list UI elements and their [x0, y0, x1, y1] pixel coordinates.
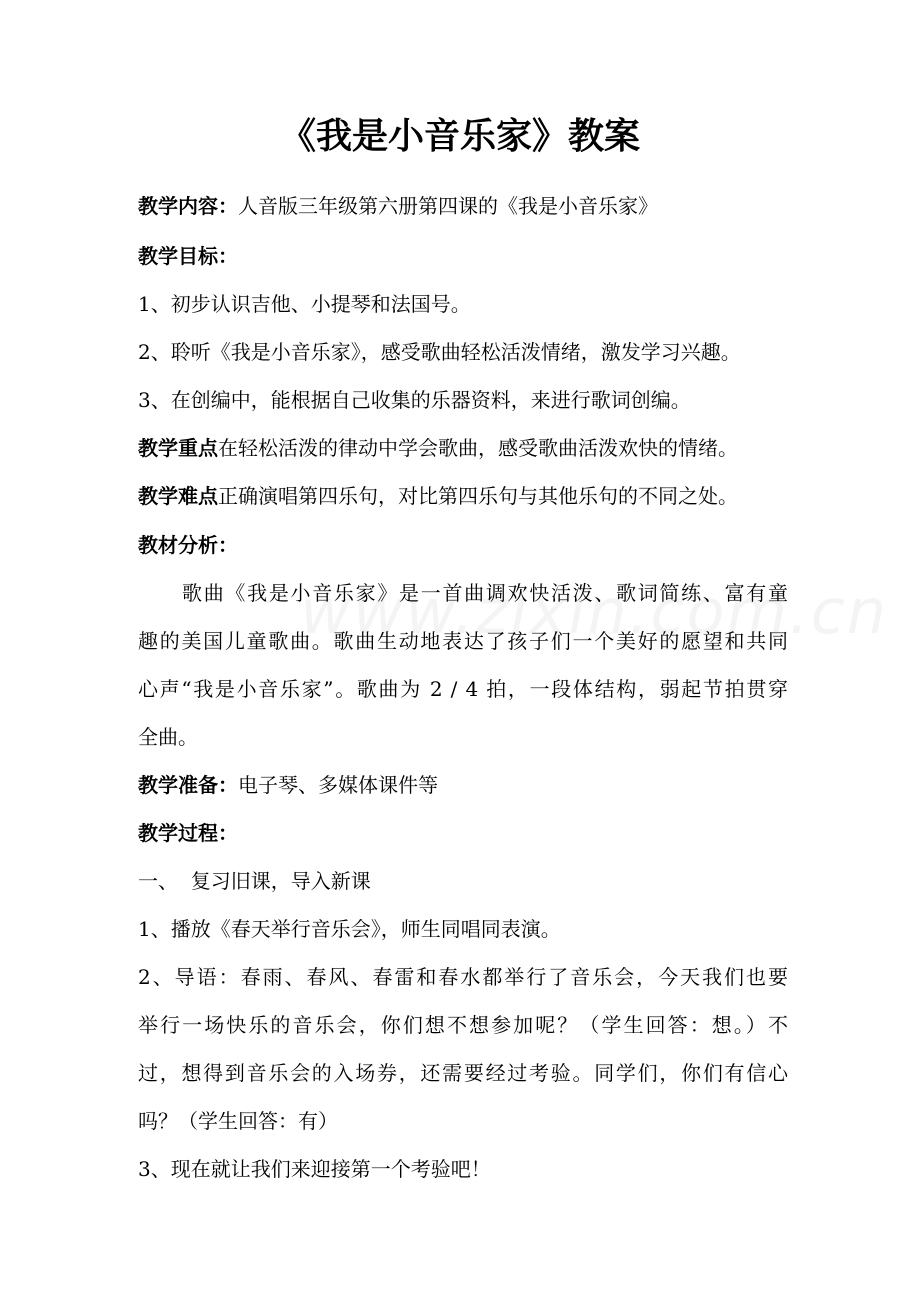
teaching-preparation [138, 771, 788, 799]
step-2-line-3: 过，想得到音乐会的入场券，还需要经过考验。同学们，你们有信心 [138, 1061, 788, 1085]
preparation-text: 电子琴、多媒体课件等 [238, 773, 438, 797]
analysis-line-2: 趣的美国儿童歌曲。歌曲生动地表达了孩子们一个美好的愿望和共同 [138, 629, 788, 653]
step-2-line-2: 举行一场快乐的音乐会，你们想不想参加呢？（学生回答：想。）不 [138, 1013, 788, 1037]
teaching-content [138, 192, 788, 220]
step-3: 3、现在就让我们来迎接第一个考验吧！ [138, 1157, 491, 1181]
document-title: 《我是小音乐家》教案 [279, 115, 640, 157]
material-analysis-label: 教材分析： [138, 533, 238, 557]
key-point-text: 在轻松活泼的律动中学会歌曲，感受歌曲活泼欢快的情绪。 [218, 436, 738, 460]
preparation-label: 教学准备： [138, 773, 238, 797]
teaching-difficulty [138, 482, 788, 510]
analysis-line-1: 歌曲《我是小音乐家》是一首曲调欢快活泼、歌词简练、富有童 [182, 581, 788, 605]
section-1-heading: 一、 复习旧课，导入新课 [138, 869, 371, 893]
step-1: 1、播放《春天举行音乐会》，师生同唱同表演。 [138, 917, 561, 941]
analysis-line-3: 心声“我是小音乐家”。歌曲为 2 / 4 拍，一段体结构，弱起节拍贯穿 [138, 677, 788, 701]
goal-2: 2、聆听《我是小音乐家》，感受歌曲轻松活泼情绪，激发学习兴趣。 [138, 340, 741, 364]
analysis-line-4: 全曲。 [138, 725, 198, 749]
goal-1: 1、初步认识吉他、小提琴和法国号。 [138, 292, 471, 316]
teaching-key-point [138, 434, 788, 462]
key-point-label: 教学重点 [138, 436, 218, 460]
step-2-line-4: 吗？（学生回答：有） [138, 1109, 338, 1133]
step-2-line-1: 2、导语：春雨、春风、春雷和春水都举行了音乐会，今天我们也要 [138, 965, 788, 989]
teaching-goals-label: 教学目标： [138, 244, 238, 268]
difficulty-label: 教学难点 [138, 484, 218, 508]
teaching-content-text: 人音版三年级第六册第四课的《我是小音乐家》 [238, 194, 658, 218]
difficulty-text: 正确演唱第四乐句，对比第四乐句与其他乐句的不同之处。 [218, 484, 738, 508]
teaching-content-label: 教学内容： [138, 194, 238, 218]
goal-3: 3、在创编中，能根据自己收集的乐器资料，来进行歌词创编。 [138, 388, 691, 412]
teaching-process-label: 教学过程： [138, 821, 238, 845]
